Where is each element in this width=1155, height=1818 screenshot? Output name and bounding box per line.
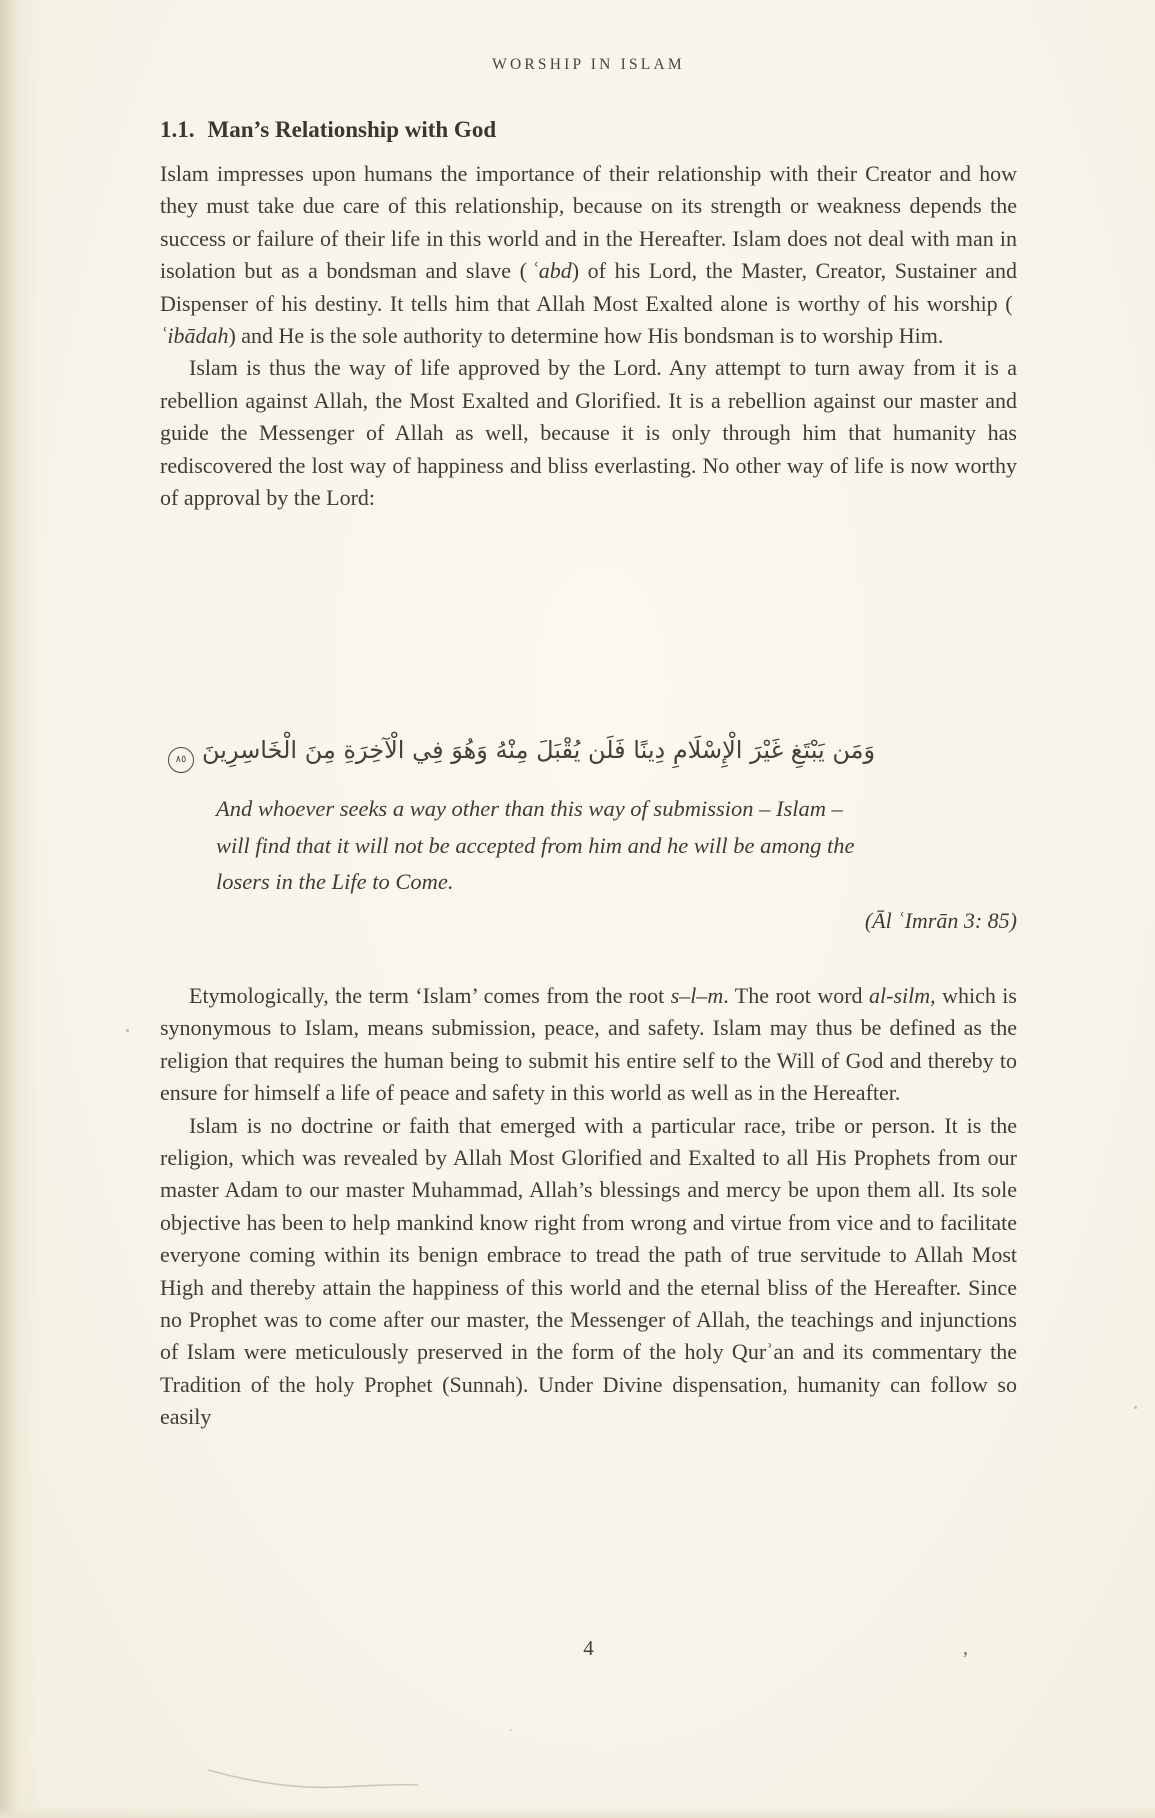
scan-speck bbox=[510, 1729, 512, 1731]
scan-speck bbox=[126, 1029, 129, 1032]
translation-line: losers in the Life to Come. bbox=[216, 869, 454, 894]
body-text-upper bbox=[160, 158, 1017, 514]
translation-line: And whoever seeks a way other than this way of submission – Islam – bbox=[216, 796, 843, 821]
translation-line: will find that it will not be accepted from him and he will be among the bbox=[216, 832, 855, 858]
quran-verse-arabic bbox=[160, 726, 1017, 774]
body-text-lower bbox=[160, 980, 1017, 1434]
stray-mark: ’ bbox=[962, 1648, 969, 1670]
section-number: 1.1. bbox=[160, 117, 195, 142]
scan-speck bbox=[1134, 1406, 1137, 1409]
page-number: 4 bbox=[583, 1636, 594, 1660]
running-head: WORSHIP IN ISLAM bbox=[492, 56, 685, 73]
paragraph: Etymologically, the term ‘Islam’ comes from the root s–l–m. The root word al-silm, which is synonymous to Islam, means submission, peace, and safety. Islam may thus be defined as the religion that requires the human being to submit his entire self to the Will of God and thereby to ensure for himself a life of peace and safety in this world as well as in the Hereafter. bbox=[160, 983, 1017, 1106]
verse-citation: (Āl ʿImrān 3: 85) bbox=[864, 907, 1017, 933]
paragraph: Islam is no doctrine or faith that emerged with a particular race, tribe or person. It is the religion, which was revealed by Allah Most Glorified and Exalted to all His Prophets from our master Adam to our master Muhammad, Allah’s blessings and mercy be upon them all. Its sole objective has been to help mankind know right from wrong and virtue from vice and to facilitate everyone coming within its benign embrace to tread the path of true servitude to Allah Most High and thereby attain the happiness of this world and the eternal bliss of the Hereafter. Since no Prophet was to come after our master, the Messenger of Allah, the teachings and injunctions of Islam were meticulously preserved in the form of the holy Qurʾan and its commentary the Tradition of the holy Prophet (Sunnah). Under Divine dispensation, humanity can follow so easily bbox=[160, 1112, 1017, 1430]
section-title: Man’s Relationship with God bbox=[207, 117, 497, 142]
section-heading bbox=[160, 117, 1017, 143]
pencil-smudge bbox=[190, 1760, 430, 1800]
arabic-verse-text: وَمَن يَبْتَغِ غَيْرَ الْإِسْلَامِ دِينًا فَلَن يُقْبَلَ مِنْهُ وَهُوَ فِي الْآخِرَةِ مِنَ الْخَاسِرِينَ bbox=[202, 736, 876, 764]
ayah-end-marker-icon: ٨٥ bbox=[168, 747, 194, 773]
page-edge-shadow-left bbox=[0, 0, 40, 1818]
page-edge-shadow-bottom bbox=[0, 1806, 1155, 1818]
quran-verse-block bbox=[160, 726, 1017, 934]
verse-translation bbox=[216, 791, 956, 901]
paragraph: Islam impresses upon humans the importance of their relationship with their Creator and how they must take due care of this relationship, because on its strength or weakness depends the success or failure of their life in this world and in the Hereafter. Islam does not deal with man in isolation but as a bondsman and slave ( ʿabd) of his Lord, the Master, Creator, Sustainer and Dispenser of his destiny. It tells him that Allah Most Exalted alone is worthy of his worship ( ʿibādah) and He is the sole authority to determine how His bondsman is to worship Him. bbox=[160, 161, 1017, 349]
paragraph: Islam is thus the way of life approved by the Lord. Any attempt to turn away from it is a rebellion against Allah, the Most Exalted and Glorified. It is a rebellion against our master and guide the Messenger of Allah as well, because it is only through him that humanity has rediscovered the lost way of happiness and bliss everlasting. No other way of life is now worthy of approval by the Lord: bbox=[160, 355, 1017, 511]
